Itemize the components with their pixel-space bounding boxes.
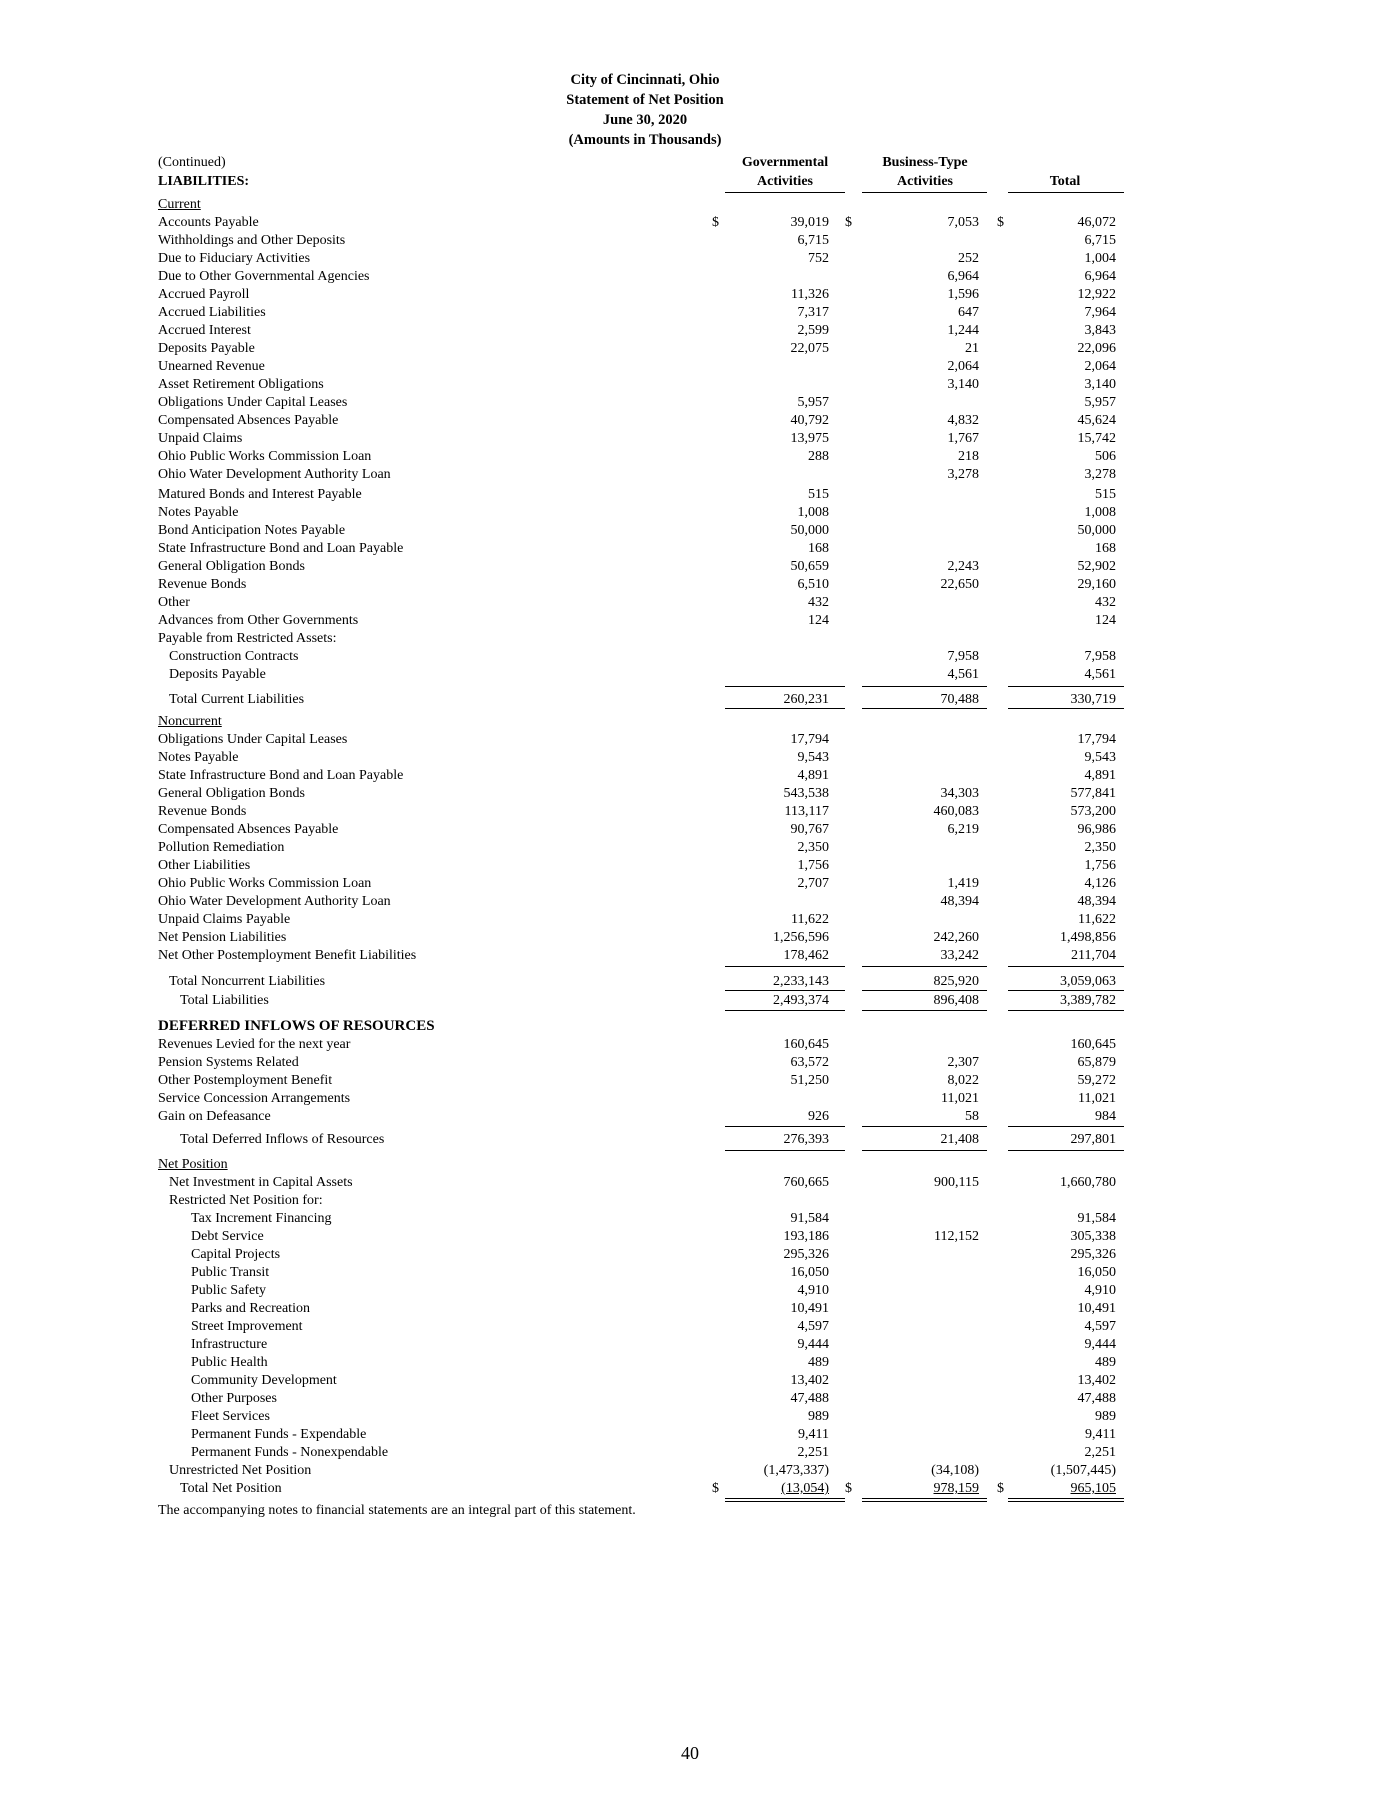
line-item-label: Compensated Absences Payable	[158, 822, 339, 837]
line-item-label: Other Liabilities	[158, 858, 251, 873]
governmental-currency-symbol: $	[712, 215, 719, 230]
continued-label: (Continued)	[158, 155, 226, 170]
governmental-amount: 295,326	[783, 1247, 829, 1262]
line-item-label: Total Noncurrent Liabilities	[169, 974, 326, 989]
line-item-label: Accounts Payable	[158, 215, 259, 230]
total-amount: 96,986	[1077, 822, 1116, 837]
total-rule	[862, 1498, 987, 1499]
total-rule	[862, 990, 987, 991]
governmental-amount: 63,572	[790, 1055, 829, 1070]
governmental-amount: 489	[808, 1355, 829, 1370]
governmental-amount: 4,891	[797, 768, 829, 783]
line-item-label: Revenue Bonds	[158, 804, 247, 819]
line-item-label: Unearned Revenue	[158, 359, 265, 374]
total-currency-symbol: $	[997, 215, 1004, 230]
line-item-label: Tax Increment Financing	[191, 1211, 332, 1226]
line-item-label: General Obligation Bonds	[158, 559, 305, 574]
business-type-amount: 4,832	[947, 413, 979, 428]
governmental-amount: 11,622	[791, 912, 829, 927]
line-item-label: General Obligation Bonds	[158, 786, 305, 801]
line-item-label: Community Development	[191, 1373, 337, 1388]
total-amount: 7,964	[1084, 305, 1116, 320]
line-item-label: Total Liabilities	[180, 993, 269, 1008]
business-type-amount: 34,303	[940, 786, 979, 801]
total-amount: 1,498,856	[1060, 930, 1116, 945]
governmental-amount: 2,599	[797, 323, 829, 338]
total-amount: 91,584	[1077, 1211, 1116, 1226]
total-amount: 48,394	[1077, 894, 1116, 909]
governmental-amount: 752	[808, 251, 829, 266]
header-line: June 30, 2020	[602, 112, 688, 128]
line-item-label: State Infrastructure Bond and Loan Payable	[158, 541, 404, 556]
governmental-amount: 276,393	[783, 1132, 829, 1147]
governmental-amount: 9,411	[798, 1427, 829, 1442]
line-item-label: Unpaid Claims Payable	[158, 912, 291, 927]
statement-header	[500, 70, 790, 150]
total-rule	[725, 1010, 845, 1011]
business-type-amount: 33,242	[940, 948, 979, 963]
total-rule	[862, 966, 987, 967]
line-item-label: Net Investment in Capital Assets	[169, 1175, 353, 1190]
line-item-label: Parks and Recreation	[191, 1301, 310, 1316]
business-type-amount: 1,419	[947, 876, 979, 891]
line-item-label: Ohio Public Works Commission Loan	[158, 449, 372, 464]
governmental-amount: 2,350	[797, 840, 829, 855]
column-header-rule	[1008, 192, 1124, 193]
total-rule	[862, 1126, 987, 1127]
business-type-amount: 7,958	[947, 649, 979, 664]
total-amount: 45,624	[1077, 413, 1116, 428]
header-line: Statement of Net Position	[566, 92, 724, 108]
total-rule	[725, 708, 845, 709]
total-amount: 7,958	[1084, 649, 1116, 664]
governmental-amount: 160,645	[783, 1037, 829, 1052]
total-amount: 4,561	[1084, 667, 1116, 682]
total-amount: 305,338	[1070, 1229, 1116, 1244]
governmental-currency-symbol: $	[712, 1481, 719, 1496]
subsection-heading: Net Position	[158, 1157, 228, 1172]
total-amount: 989	[1095, 1409, 1116, 1424]
total-rule	[1008, 990, 1124, 991]
governmental-amount: 6,510	[797, 577, 829, 592]
governmental-amount: 168	[808, 541, 829, 556]
business-type-amount: 48,394	[940, 894, 979, 909]
governmental-amount: 288	[808, 449, 829, 464]
line-item-label: Net Pension Liabilities	[158, 930, 287, 945]
governmental-amount: 13,402	[790, 1373, 829, 1388]
total-amount: 2,251	[1084, 1445, 1116, 1460]
total-amount: 9,543	[1084, 750, 1116, 765]
governmental-amount: 7,317	[797, 305, 829, 320]
line-item-label: Capital Projects	[191, 1247, 281, 1262]
line-item-label: Deposits Payable	[169, 667, 266, 682]
total-amount: 4,891	[1084, 768, 1116, 783]
business-type-amount: 896,408	[933, 993, 979, 1008]
governmental-amount: 6,715	[797, 233, 829, 248]
line-item-label: Withholdings and Other Deposits	[158, 233, 346, 248]
business-type-amount: 647	[958, 305, 979, 320]
subsection-heading: Current	[158, 197, 201, 212]
line-item-label: Accrued Payroll	[158, 287, 250, 302]
total-amount: 59,272	[1077, 1073, 1116, 1088]
total-rule	[1008, 966, 1124, 967]
governmental-amount: 9,444	[797, 1337, 829, 1352]
line-item-label: Ohio Water Development Authority Loan	[158, 467, 391, 482]
business-type-amount: 978,159	[933, 1481, 979, 1496]
line-item-label: Net Other Postemployment Benefit Liabilities	[158, 948, 417, 963]
governmental-amount: 1,008	[797, 505, 829, 520]
business-type-amount: 218	[958, 449, 979, 464]
line-item-label: Payable from Restricted Assets:	[158, 631, 337, 646]
total-rule	[1008, 1150, 1124, 1151]
line-item-label: Construction Contracts	[169, 649, 299, 664]
total-amount: 3,140	[1084, 377, 1116, 392]
total-amount: 65,879	[1077, 1055, 1116, 1070]
business-type-amount: 900,115	[934, 1175, 979, 1190]
business-type-amount: 252	[958, 251, 979, 266]
header-line: (Amounts in Thousands)	[568, 132, 722, 148]
total-rule	[1008, 686, 1124, 687]
business-type-amount: 1,244	[947, 323, 979, 338]
section-heading: DEFERRED INFLOWS OF RESOURCES	[158, 1018, 435, 1034]
business-type-amount: 460,083	[933, 804, 979, 819]
total-amount: 577,841	[1070, 786, 1116, 801]
total-amount: 5,957	[1084, 395, 1116, 410]
governmental-amount: 760,665	[783, 1175, 829, 1190]
total-amount: 9,444	[1084, 1337, 1116, 1352]
business-type-amount: 3,140	[947, 377, 979, 392]
business-type-currency-symbol: $	[845, 1481, 852, 1496]
line-item-label: Revenues Levied for the next year	[158, 1037, 351, 1052]
business-type-amount: 7,053	[947, 215, 979, 230]
total-rule	[725, 1501, 845, 1502]
total-amount: 29,160	[1077, 577, 1116, 592]
total-amount: 47,488	[1077, 1391, 1116, 1406]
total-rule	[862, 708, 987, 709]
line-item-label: Fleet Services	[191, 1409, 270, 1424]
total-amount: 168	[1095, 541, 1116, 556]
total-rule	[862, 1150, 987, 1151]
governmental-amount: 40,792	[790, 413, 829, 428]
line-item-label: Accrued Interest	[158, 323, 251, 338]
governmental-amount: 4,910	[797, 1283, 829, 1298]
governmental-amount: 22,075	[790, 341, 829, 356]
line-item-label: Total Deferred Inflows of Resources	[180, 1132, 385, 1147]
total-amount: 489	[1095, 1355, 1116, 1370]
governmental-amount: 260,231	[783, 692, 829, 707]
line-item-label: Deposits Payable	[158, 341, 255, 356]
total-rule	[725, 1126, 845, 1127]
total-amount: 1,008	[1084, 505, 1116, 520]
total-rule	[725, 966, 845, 967]
total-amount: 432	[1095, 595, 1116, 610]
total-rule	[725, 1150, 845, 1151]
line-item-label: Total Current Liabilities	[169, 692, 305, 707]
business-type-amount: 4,561	[947, 667, 979, 682]
governmental-amount: 1,256,596	[773, 930, 829, 945]
line-item-label: Other	[158, 595, 190, 610]
business-type-amount: 3,278	[947, 467, 979, 482]
total-amount: 4,910	[1084, 1283, 1116, 1298]
column-header-governmental: Governmental Activities	[741, 155, 829, 189]
total-rule	[862, 1501, 987, 1502]
total-amount: 124	[1095, 613, 1116, 628]
governmental-amount: 47,488	[790, 1391, 829, 1406]
total-amount: 1,660,780	[1060, 1175, 1116, 1190]
governmental-amount: 124	[808, 613, 829, 628]
total-amount: 15,742	[1077, 431, 1116, 446]
total-amount: 12,922	[1077, 287, 1116, 302]
total-amount: 2,350	[1084, 840, 1116, 855]
governmental-amount: 91,584	[790, 1211, 829, 1226]
business-type-amount: 1,596	[947, 287, 979, 302]
governmental-amount: 926	[808, 1109, 829, 1124]
governmental-amount: 90,767	[790, 822, 829, 837]
governmental-amount: 178,462	[783, 948, 829, 963]
line-item-label: Revenue Bonds	[158, 577, 247, 592]
total-currency-symbol: $	[997, 1481, 1004, 1496]
line-item-label: Permanent Funds - Nonexpendable	[191, 1445, 389, 1460]
total-amount: 573,200	[1070, 804, 1116, 819]
total-amount: 17,794	[1077, 732, 1116, 747]
governmental-amount: 515	[808, 487, 829, 502]
total-amount: 13,402	[1077, 1373, 1116, 1388]
line-item-label: Advances from Other Governments	[158, 613, 359, 628]
line-item-label: Bond Anticipation Notes Payable	[158, 523, 346, 538]
total-rule	[725, 686, 845, 687]
business-type-amount: (34,108)	[931, 1463, 979, 1478]
total-amount: 506	[1095, 449, 1116, 464]
governmental-amount: 4,597	[797, 1319, 829, 1334]
total-amount: 3,278	[1084, 467, 1116, 482]
total-amount: 6,964	[1084, 269, 1116, 284]
line-item-label: Matured Bonds and Interest Payable	[158, 487, 362, 502]
governmental-amount: 39,019	[790, 215, 829, 230]
total-amount: 160,645	[1070, 1037, 1116, 1052]
business-type-amount: 6,219	[947, 822, 979, 837]
column-header-total: Total	[1049, 174, 1081, 189]
governmental-amount: 9,543	[797, 750, 829, 765]
line-item-label: Unpaid Claims	[158, 431, 243, 446]
line-item-label: Gain on Defeasance	[158, 1109, 271, 1124]
governmental-amount: 16,050	[790, 1265, 829, 1280]
total-amount: 4,597	[1084, 1319, 1116, 1334]
governmental-amount: 13,975	[790, 431, 829, 446]
business-type-amount: 21	[965, 341, 979, 356]
total-amount: 10,491	[1077, 1301, 1116, 1316]
line-item-label: Street Improvement	[191, 1319, 303, 1334]
governmental-amount: 2,233,143	[773, 974, 829, 989]
total-amount: 515	[1095, 487, 1116, 502]
business-type-amount: 2,307	[947, 1055, 979, 1070]
page-number: 40	[681, 1743, 699, 1763]
governmental-amount: 51,250	[790, 1073, 829, 1088]
line-item-label: Public Transit	[191, 1265, 270, 1280]
total-amount: 2,064	[1084, 359, 1116, 374]
business-type-amount: 2,064	[947, 359, 979, 374]
total-amount: 46,072	[1077, 215, 1116, 230]
business-type-amount: 58	[965, 1109, 979, 1124]
total-rule	[1008, 1501, 1124, 1502]
governmental-amount: 2,493,374	[773, 993, 829, 1008]
total-rule	[1008, 708, 1124, 709]
line-item-label: Public Health	[191, 1355, 268, 1370]
total-rule	[1008, 1010, 1124, 1011]
total-amount: 984	[1095, 1109, 1116, 1124]
total-amount: 211,704	[1071, 948, 1116, 963]
column-header-rule	[862, 192, 987, 193]
governmental-amount: 432	[808, 595, 829, 610]
business-type-amount: 242,260	[933, 930, 979, 945]
business-type-amount: 22,650	[940, 577, 979, 592]
governmental-amount: 10,491	[790, 1301, 829, 1316]
governmental-amount: 2,251	[797, 1445, 829, 1460]
business-type-amount: 11,021	[941, 1091, 979, 1106]
total-amount: 330,719	[1070, 692, 1116, 707]
governmental-amount: 1,756	[797, 858, 829, 873]
total-amount: 16,050	[1077, 1265, 1116, 1280]
line-item-label: Restricted Net Position for:	[169, 1193, 323, 1208]
line-item-label: Obligations Under Capital Leases	[158, 732, 348, 747]
governmental-amount: 113,117	[784, 804, 829, 819]
total-amount: 6,715	[1084, 233, 1116, 248]
governmental-amount: (13,054)	[781, 1481, 829, 1496]
line-item-label: Asset Retirement Obligations	[158, 377, 324, 392]
total-amount: 3,059,063	[1060, 974, 1116, 989]
line-item-label: Ohio Water Development Authority Loan	[158, 894, 391, 909]
business-type-amount: 112,152	[934, 1229, 979, 1244]
line-item-label: Infrastructure	[191, 1337, 268, 1352]
line-item-label: Service Concession Arrangements	[158, 1091, 351, 1106]
business-type-amount: 6,964	[947, 269, 979, 284]
governmental-amount: 11,326	[791, 287, 829, 302]
line-item-label: Public Safety	[191, 1283, 267, 1298]
total-amount: 297,801	[1070, 1132, 1116, 1147]
business-type-amount: 825,920	[933, 974, 979, 989]
total-amount: 22,096	[1077, 341, 1116, 356]
total-rule	[725, 1498, 845, 1499]
governmental-amount: 17,794	[790, 732, 829, 747]
governmental-amount: 193,186	[783, 1229, 829, 1244]
line-item-label: Accrued Liabilities	[158, 305, 266, 320]
total-amount: 52,902	[1077, 559, 1116, 574]
total-amount: 9,411	[1085, 1427, 1116, 1442]
line-item-label: Ohio Public Works Commission Loan	[158, 876, 372, 891]
governmental-amount: 50,000	[790, 523, 829, 538]
line-item-label: Debt Service	[191, 1229, 264, 1244]
business-type-currency-symbol: $	[845, 215, 852, 230]
governmental-amount: 2,707	[797, 876, 829, 891]
total-amount: 965,105	[1070, 1481, 1116, 1496]
line-item-label: Unrestricted Net Position	[169, 1463, 312, 1478]
business-type-amount: 70,488	[940, 692, 979, 707]
line-item-label: Notes Payable	[158, 750, 239, 765]
total-amount: (1,507,445)	[1050, 1463, 1116, 1478]
total-rule	[862, 686, 987, 687]
governmental-amount: (1,473,337)	[763, 1463, 829, 1478]
total-rule	[862, 1010, 987, 1011]
total-amount: 50,000	[1077, 523, 1116, 538]
governmental-amount: 50,659	[790, 559, 829, 574]
business-type-amount: 2,243	[947, 559, 979, 574]
governmental-amount: 543,538	[783, 786, 829, 801]
total-amount: 11,622	[1078, 912, 1116, 927]
line-item-label: Pension Systems Related	[158, 1055, 299, 1070]
line-item-label: Due to Fiduciary Activities	[158, 251, 311, 266]
total-amount: 3,389,782	[1060, 993, 1116, 1008]
total-amount: 3,843	[1084, 323, 1116, 338]
total-amount: 4,126	[1084, 876, 1116, 891]
total-amount: 295,326	[1070, 1247, 1116, 1262]
column-header-rule	[725, 192, 845, 193]
line-item-label: Other Purposes	[191, 1391, 277, 1406]
business-type-amount: 1,767	[947, 431, 979, 446]
total-amount: 1,756	[1084, 858, 1116, 873]
column-header-business-type: Business-Type Activities	[882, 155, 968, 189]
governmental-amount: 5,957	[797, 395, 829, 410]
governmental-amount: 989	[808, 1409, 829, 1424]
line-item-label: Compensated Absences Payable	[158, 413, 339, 428]
subsection-heading: Noncurrent	[158, 714, 222, 729]
line-item-label: Obligations Under Capital Leases	[158, 395, 348, 410]
header-line: City of Cincinnati, Ohio	[570, 72, 720, 88]
line-item-label: Due to Other Governmental Agencies	[158, 269, 370, 284]
line-item-label: Permanent Funds - Expendable	[191, 1427, 367, 1442]
total-rule	[725, 990, 845, 991]
line-item-label: Other Postemployment Benefit	[158, 1073, 333, 1088]
line-item-label: Pollution Remediation	[158, 840, 285, 855]
footnote: The accompanying notes to financial statements are an integral part of this statement.	[158, 1503, 636, 1518]
total-amount: 11,021	[1078, 1091, 1116, 1106]
total-rule	[1008, 1126, 1124, 1127]
total-amount: 1,004	[1084, 251, 1116, 266]
line-item-label: State Infrastructure Bond and Loan Payable	[158, 768, 404, 783]
business-type-amount: 21,408	[940, 1132, 979, 1147]
business-type-amount: 8,022	[947, 1073, 979, 1088]
line-item-label: Total Net Position	[180, 1481, 282, 1496]
section-title: LIABILITIES:	[158, 174, 250, 189]
line-item-label: Notes Payable	[158, 505, 239, 520]
total-rule	[1008, 1498, 1124, 1499]
